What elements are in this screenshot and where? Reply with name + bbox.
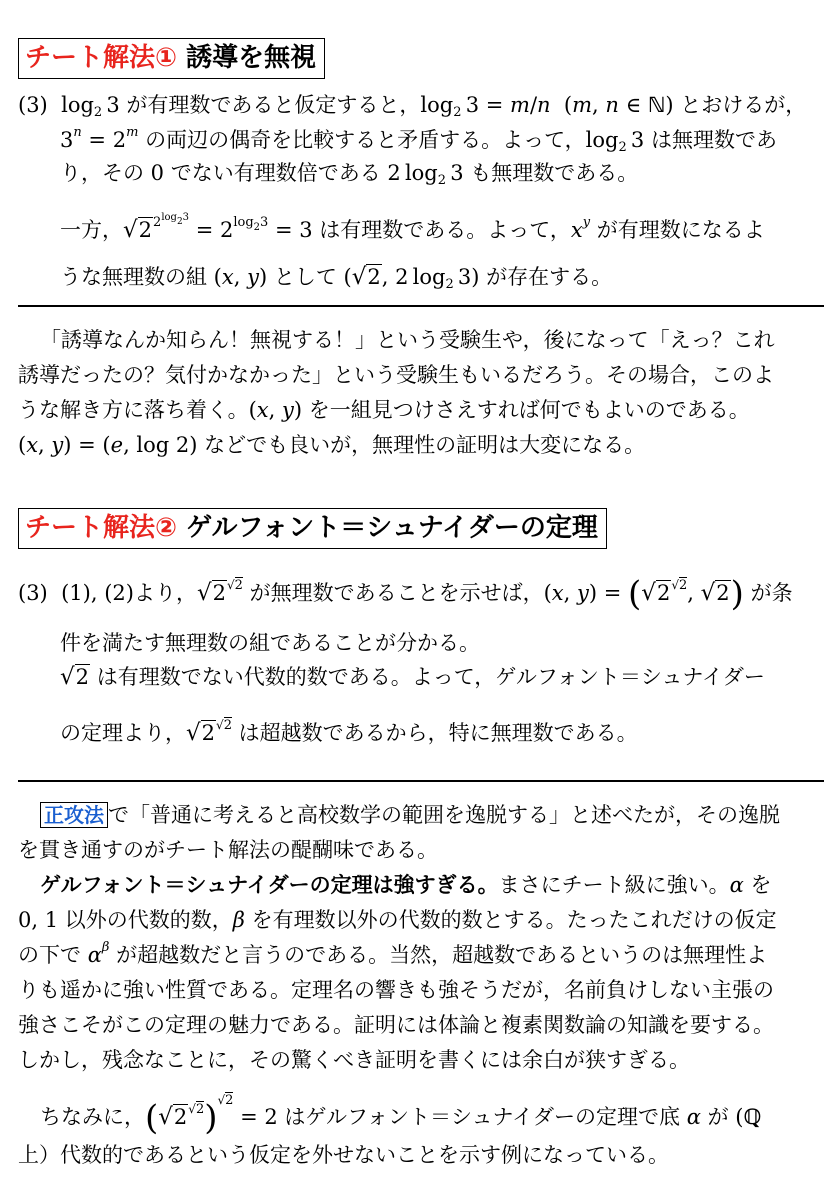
comment2-line-1 [40, 800, 824, 830]
section1-line-1: (3) $\log_2 3$ が有理数であると仮定すると，$\log_2 3 = m/n$ (m, n ∈ ℕ) とおけるが， [18, 93, 807, 120]
comment2-line-2: を貫き通すのがチート解法の醍醐味である。 [18, 838, 438, 862]
comment2-line-3 [40, 870, 824, 900]
section1-line-2: $3^n = 2^m$ の両辺の偶奇を比較すると矛盾する。よって，$\log_2 3$ は無理数であ [60, 125, 777, 155]
section1-line-4: 一方，$√2^{2^{log_23}} = 2^{log_23} = 3$ は有理数である。よって，$x^y$ が有理数になるよ [60, 212, 765, 243]
section1-heading [18, 38, 325, 79]
comment2-line-10: 上）代数的であるという仮定を外せないことを示す例になっている。 [18, 1143, 669, 1167]
section1-line-3: り，その 0 でない有理数倍である 2 $\log_2 3$ も無理数である。 [60, 161, 639, 188]
comment2-line-6: りも遥かに強い性質である。定理名の響きも強そうだが，名前負けしない主張の [18, 978, 774, 1002]
gelfond-schneider-emphasis: ゲルフォント＝シュナイダーの定理は強すぎる。 [40, 873, 499, 897]
divider-1 [18, 305, 824, 307]
comment2-line-9: ちなみに，$(√2^{√2})^{√2} = 2$ はゲルフォント＝シュナイダーの定理で底 α が (ℚ [40, 1093, 762, 1138]
section2-heading-title: ゲルフォント＝シュナイダーの定理 [186, 513, 598, 543]
divider-2 [18, 780, 824, 782]
comment1-line-1: 「誘導なんか知らん！無視する！」という受験生や，後になって「えっ？これ [40, 328, 775, 352]
comment2-line-7: 強さこそがこの定理の魅力である。証明には体論と複素関数論の知識を要する。 [18, 1013, 774, 1037]
comment1-line-2: 誘導だったの？気付かなかった」という受験生もいるだろう。その場合，このよ [18, 363, 774, 387]
reference-box-seikouhou: 正攻法 [40, 802, 108, 828]
comment1-line-3: うな解き方に落ち着く。(x, y) を一組見つけさえすれば何でもよいのである。 [18, 398, 750, 422]
comment2-line-5: の下で $\alpha^\beta$ が超越数だと言うのである。当然，超越数であるというのは無理性よ [18, 940, 768, 967]
section1-line-5: うな無理数の組 (x, y) として (√2, 2 $\log_2 3$) が存在する。 [60, 264, 613, 292]
section1-heading-title: 誘導を無視 [186, 43, 317, 73]
section2-heading-red: チート解法② [25, 513, 178, 543]
comment2-line-4: 0, 1 以外の代数的数，β を有理数以外の代数的数とする。たったこれだけの仮定 [18, 908, 777, 932]
section2-line-3: √2 は有理数でない代数的数である。よって，ゲルフォント＝シュナイダー [60, 664, 765, 690]
comment1-line-4: (x, y) = (e, log 2) などでも良いが，無理性の証明は大変になる。 [18, 433, 646, 457]
section2-line-1: (3) (1), (2)より，$√2^{√2}$ が無理数であることを示せば，(x, $y) = (√2^{√2}$, √2) が条 [18, 574, 793, 614]
comment2-line-1-text: で「普通に考えると高校数学の範囲を逸脱する」と述べたが，その逸脱 [108, 803, 780, 827]
section2-line-4: の定理より，$√2^{√2}$ は超越数であるから，特に無理数である。 [60, 718, 638, 746]
section2-heading [18, 508, 607, 549]
comment2-line-8: しかし，残念なことに，その驚くべき証明を書くには余白が狭すぎる。 [18, 1048, 690, 1072]
section1-heading-red: チート解法① [25, 43, 178, 73]
section2-line-2: 件を満たす無理数の組であることが分かる。 [60, 631, 480, 655]
comment2-line-3-rest: まさにチート級に強い。α を [498, 873, 772, 897]
